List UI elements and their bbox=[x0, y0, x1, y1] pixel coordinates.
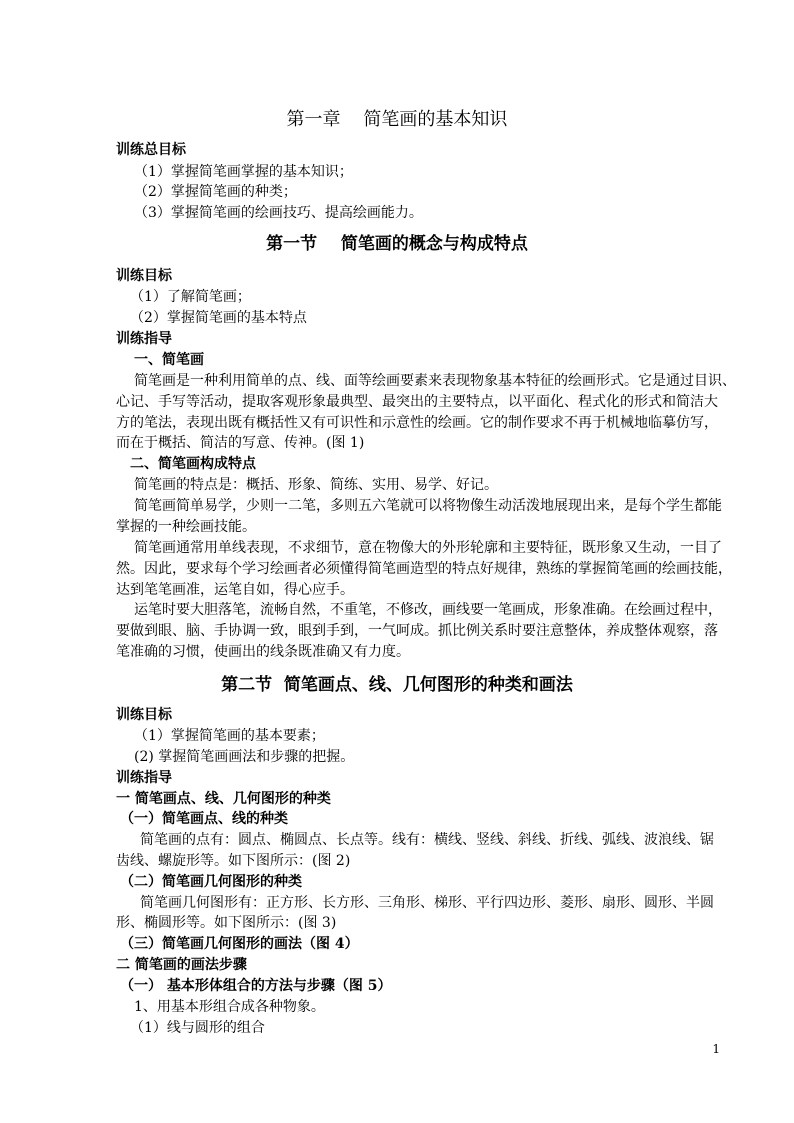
section1-goals-heading: 训练目标 bbox=[116, 268, 172, 284]
paragraph-line: 达到笔笔画准，运笔自如，得心应手。 bbox=[116, 582, 354, 598]
paragraph-line: 运笔时要大胆落笔，流畅自然，不重笔，不修改，画线要一笔画成，形象准确。在绘画过程中， bbox=[134, 602, 722, 618]
paragraph-line: 心记、手写等活动，提取客观形象最典型、最突出的主要特点，以平面化、程式化的形式和简洁大 bbox=[116, 394, 718, 410]
section2-guide-heading: 训练指导 bbox=[116, 770, 172, 786]
paragraph-line: 简笔画的特点是：概括、形象、简练、实用、易学、好记。 bbox=[134, 477, 498, 493]
page-number: 1 bbox=[712, 1042, 720, 1056]
section1-sub1-heading: 一、简笔画 bbox=[134, 352, 204, 368]
section2-p1a-heading: （一）简笔画点、线的种类 bbox=[120, 811, 288, 827]
section2-goal-item: （1）掌握简笔画的基本要素； bbox=[134, 728, 325, 744]
paragraph-line: 1、用基本形组合成各种物象。 bbox=[134, 999, 325, 1015]
section2-goals-heading: 训练目标 bbox=[116, 707, 172, 723]
section2-goal-item: (2) 掌握简笔画画法和步骤的把握。 bbox=[134, 749, 355, 765]
section1-goal-item: （2）掌握简笔画的基本特点 bbox=[130, 310, 307, 326]
section2-title: 第二节 简笔画点、线、几何图形的种类和画法 bbox=[221, 675, 573, 695]
section2-p2a-heading: （一） 基本形体组合的方法与步骤（图 5） bbox=[120, 978, 392, 994]
paragraph-line: 方的笔法，表现出既有概括性又有可识性和示意性的绘画。它的制作要求不再于机械地临摹仿写， bbox=[116, 415, 718, 431]
section2-p1b-heading: （二）简笔画几何图形的种类 bbox=[120, 874, 302, 890]
paragraph-line: 而在于概括、简洁的写意、传神。(图 1) bbox=[116, 435, 365, 451]
paragraph-line: 掌握的一种绘画技能。 bbox=[116, 519, 256, 535]
chapter-title: 第一章 简笔画的基本知识 bbox=[286, 109, 508, 130]
paragraph-line: 简笔画是一种利用简单的点、线、面等绘画要素来表现物象基本特征的绘画形式。它是通过目识、 bbox=[134, 373, 736, 389]
section2-part2-heading: 二 简笔画的画法步骤 bbox=[116, 957, 247, 973]
overall-goals-heading: 训练总目标 bbox=[116, 142, 186, 158]
paragraph-line: 简笔画通常用单线表现，不求细节，意在物像大的外形轮廓和主要特征，既形象又生动，一目了 bbox=[134, 540, 722, 556]
paragraph-line: 然。因此，要求每个学习绘画者必须懂得简笔画造型的特点好规律，熟练的掌握简笔画的绘画技能， bbox=[116, 561, 732, 577]
overall-goal-item: （3）掌握简笔画的绘画技巧、提高绘画能力。 bbox=[134, 205, 423, 221]
section1-title: 第一节 简笔画的概念与构成特点 bbox=[266, 234, 528, 254]
paragraph-line: （1）线与圆形的组合 bbox=[130, 1020, 265, 1036]
paragraph-line: 形、椭圆形等。如下图所示：(图 3) bbox=[116, 915, 337, 931]
paragraph-line: 简笔画几何图形有：正方形、长方形、三角形、梯形、平行四边形、菱形、扇形、圆形、半圆 bbox=[140, 895, 714, 911]
paragraph-line: 齿线、螺旋形等。如下图所示：(图 2) bbox=[116, 853, 351, 869]
section1-guide-heading: 训练指导 bbox=[116, 331, 172, 347]
section2-p1c-heading: （三）简笔画几何图形的画法（图 4） bbox=[120, 936, 359, 952]
section2-part1-heading: 一 简笔画点、线、几何图形的种类 bbox=[116, 791, 331, 807]
section1-sub2-heading: 二、简笔画构成特点 bbox=[130, 456, 256, 472]
paragraph-line: 简笔画的点有：圆点、椭圆点、长点等。线有：横线、竖线、斜线、折线、弧线、波浪线、锯 bbox=[140, 832, 714, 848]
paragraph-line: 简笔画简单易学，少则一二笔，多则五六笔就可以将物像生动活泼地展现出来，是每个学生都能 bbox=[134, 498, 722, 514]
paragraph-line: 笔准确的习惯，使画出的线条既准确又有力度。 bbox=[116, 644, 410, 660]
paragraph-line: 要做到眼、脑、手协调一致，眼到手到，一气呵成。抓比例关系时要注意整体，养成整体观察，落 bbox=[116, 623, 718, 639]
section1-goal-item: （1）了解简笔画； bbox=[130, 289, 251, 305]
overall-goal-item: （1）掌握简笔画掌握的基本知识； bbox=[134, 164, 353, 180]
overall-goal-item: （2）掌握简笔画的种类； bbox=[134, 184, 297, 200]
